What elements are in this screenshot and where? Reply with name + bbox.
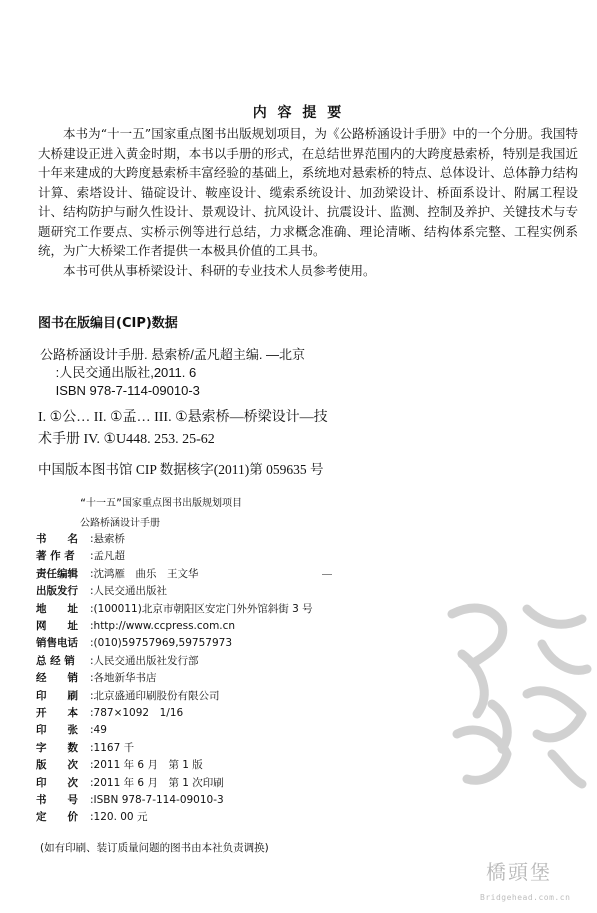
info-row [36, 705, 476, 722]
info-row [36, 775, 476, 792]
info-value: :120. 00 元 [90, 811, 148, 824]
site-url: Bridgehead.com.cn [480, 893, 571, 902]
info-row [36, 722, 476, 739]
info-value: :49 [90, 724, 107, 737]
info-key: 印 刷 [36, 689, 78, 702]
cip-line-2: :人民交通出版社,2011. 6 [55, 365, 197, 380]
info-row [36, 583, 476, 600]
info-key: 网 址 [36, 620, 78, 632]
info-value: :2011 年 6 月 第 1 次印刷 [90, 776, 224, 789]
cip-line-1: 公路桥涵设计手册. 悬索桥/孟凡超主编. —北京 [40, 347, 306, 362]
quality-note: (如有印刷、装订质量问题的图书由本社负责调换) [40, 842, 269, 854]
info-key: 书 名 [36, 533, 78, 545]
summary-paragraph-2: 本书可供从事桥梁设计、科研的专业技术人员参考使用。 [63, 262, 376, 278]
info-value: :沈鸿雁 曲乐 王文华 [90, 567, 199, 580]
info-value: :(010)59757969,59757973 [90, 637, 232, 650]
info-value: :人民交通出版社发行部 [90, 654, 199, 667]
info-key: 经 销 [36, 672, 78, 685]
banner-project: “十一五”国家重点图书出版规划项目 [80, 498, 243, 509]
info-key: 版 次 [36, 759, 78, 772]
info-key: 印 次 [36, 776, 78, 789]
info-key: 地 址 [36, 602, 78, 615]
summary-title: 内 容 提 要 [252, 105, 345, 121]
info-value: :ISBN 978-7-114-09010-3 [90, 794, 224, 806]
info-row [36, 740, 476, 757]
info-row [36, 688, 476, 705]
info-row [36, 757, 476, 774]
info-row [36, 601, 476, 618]
info-value: :1167 千 [90, 741, 135, 754]
info-value: :各地新华书店 [90, 672, 157, 685]
summary-paragraph-1: 本书为“十一五”国家重点图书出版规划项目，为《公路桥涵设计手册》中的一个分册。我国特大桥建设正进入黄金时期，本书以手册的形式，在总结世界范围内的大跨度悬索桥，特别是我国近十年来建成的大跨度悬索桥丰富经验的基础上，系统地对悬索桥的特点、总体设计、总体静力结构计算、索塔设计、锚碇设计、鞍座设计、缆索系统设计、加劲梁设计、桥面系设计、附属工程设计、结构防护与耐久性设计、景观设计、抗风设计、抗震设计、监测、控制及养护、关键技术与专题研究工作要点、实桥示例等进行总结，力求概念准确、理论清晰、结构体系完整、工程实例系统，为广大桥梁工作者提供一本极具价值的工具书。 [38, 126, 578, 258]
info-key: 著 作 者 [36, 550, 75, 563]
info-key: 总 经 销 [36, 654, 75, 667]
info-value: :悬索桥 [90, 533, 126, 545]
info-value: :孟凡超 [90, 550, 126, 563]
info-value: :北京盛通印刷股份有限公司 [90, 689, 220, 702]
info-row [36, 635, 476, 652]
info-value: :2011 年 6 月 第 1 版 [90, 759, 203, 772]
info-key: 销售电话 [36, 637, 78, 650]
info-row [36, 670, 476, 687]
summary-body [38, 124, 578, 280]
cip-verify-number: 中国版本图书馆 CIP 数据核字(2011)第 059635 号 [38, 462, 324, 477]
info-row [36, 548, 476, 565]
cip-title: 图书在版编目(CIP)数据 [38, 316, 178, 331]
info-key: 书 号 [36, 794, 78, 806]
info-row [36, 809, 476, 826]
seal-watermark [432, 584, 597, 794]
info-row [36, 531, 476, 548]
cip-isbn: ISBN 978-7-114-09010-3 [55, 383, 200, 398]
info-row [36, 653, 476, 670]
cip-index-line-1: I. ①公… II. ①孟… III. ①悬索桥—桥梁设计—技 [38, 410, 328, 425]
info-key: 责任编辑 [36, 567, 78, 580]
info-key: 印 张 [36, 724, 78, 737]
info-value: :787×1092 1/16 [90, 707, 184, 719]
cip-index-line-2: 术手册 IV. ①U448. 253. 25-62 [38, 432, 215, 447]
info-key: 定 价 [36, 811, 78, 824]
info-key: 出版发行 [36, 585, 78, 598]
site-logo: 橋頭堡 [486, 860, 552, 884]
info-value: :(100011)北京市朝阳区安定门外外馆斜街 3 号 [90, 602, 313, 615]
info-value: :人民交通出版社 [90, 585, 168, 598]
info-row [36, 792, 476, 809]
info-key: 开 本 [36, 707, 78, 719]
info-row [36, 566, 476, 583]
info-row [36, 618, 476, 635]
banner-series: 公路桥涵设计手册 [80, 518, 160, 529]
info-key: 字 数 [36, 741, 78, 754]
info-value: :http://www.ccpress.com.cn [90, 620, 236, 632]
